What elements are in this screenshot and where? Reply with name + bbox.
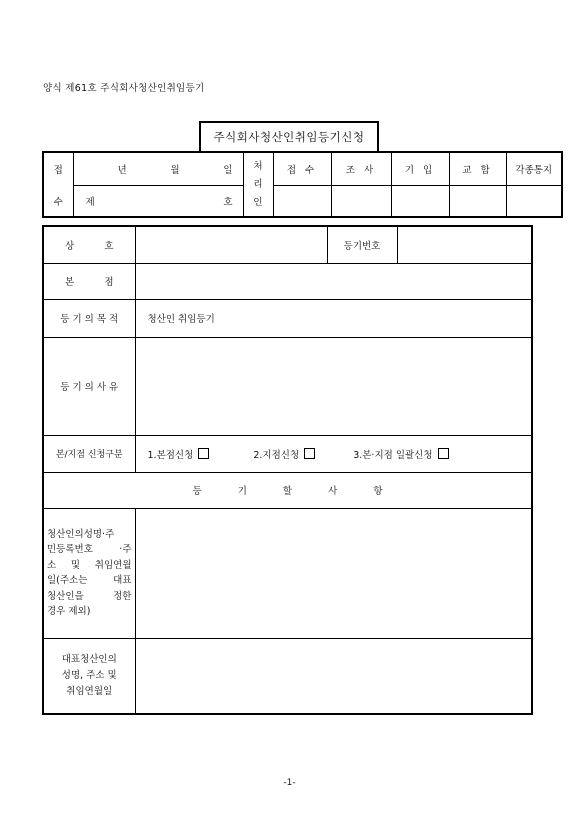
col-notice: 각종통지	[506, 152, 562, 185]
label-purpose: 등 기 의 목 적	[43, 299, 135, 337]
receipt-number	[73, 185, 243, 217]
col-gyohap: 교 합	[449, 152, 506, 185]
value-purpose: 청산인 취임등기	[135, 299, 532, 337]
checkbox-branch-office[interactable]	[304, 448, 315, 459]
label-reason: 등 기 의 사 유	[43, 337, 135, 435]
month-label: 월	[170, 164, 180, 176]
year-label: 년	[117, 164, 127, 176]
form-title: 주식회사청산인취임등기신청	[199, 121, 379, 151]
label-sangho: 상 호	[43, 226, 135, 263]
field-jeopsu[interactable]	[273, 185, 331, 217]
je-label: 제	[85, 196, 95, 208]
receipt-su: 수	[43, 185, 73, 217]
field-gyohap[interactable]	[449, 185, 506, 217]
field-sangho[interactable]	[135, 226, 327, 263]
label-bonjeom: 본 점	[43, 263, 135, 299]
label-rep-liquidator: 대표청산인의 성명, 주소 및 취임연월일	[43, 638, 135, 714]
day-label: 일	[223, 164, 233, 176]
ho-label: 호	[223, 196, 233, 208]
field-notice[interactable]	[506, 185, 562, 217]
checkbox-both[interactable]	[438, 448, 449, 459]
branch-options	[135, 435, 532, 472]
field-liquidator[interactable]	[135, 508, 532, 638]
col-jeopsu: 접 수	[273, 152, 331, 185]
col-josa: 조 사	[331, 152, 391, 185]
field-bonjeom[interactable]	[135, 263, 532, 299]
option-main-office[interactable]: 1.본점신청	[148, 450, 210, 461]
field-reg-no[interactable]	[397, 226, 532, 263]
field-rep-liquidator[interactable]	[135, 638, 532, 714]
label-branch: 본/지점 신청구분	[43, 435, 135, 472]
checkbox-main-office[interactable]	[198, 448, 209, 459]
receipt-jeop: 접	[43, 152, 73, 185]
page-number: -1-	[283, 778, 296, 788]
field-josa[interactable]	[331, 185, 391, 217]
receipt-date	[73, 152, 243, 185]
option-both[interactable]: 3.본·지점 일괄신청	[353, 450, 448, 461]
col-giip: 기 입	[391, 152, 449, 185]
label-reg-no: 등기번호	[327, 226, 397, 263]
application-table	[42, 225, 533, 715]
section-header: 등 기 할 사 항	[43, 472, 532, 508]
form-number-label: 양식 제61호 주식회사청산인취임등기	[43, 83, 205, 94]
option-branch-office[interactable]: 2.지점신청	[253, 450, 315, 461]
label-liquidator: 청산인의성명·주 민등록번호 ·주 소 및 취임연월 일(주소는 대표 청산인을 정한 경우 제외)	[43, 508, 135, 638]
field-reason[interactable]	[135, 337, 532, 435]
field-giip[interactable]	[391, 185, 449, 217]
cheori-label: 처 리 인	[243, 152, 273, 217]
receipt-table	[42, 151, 563, 218]
